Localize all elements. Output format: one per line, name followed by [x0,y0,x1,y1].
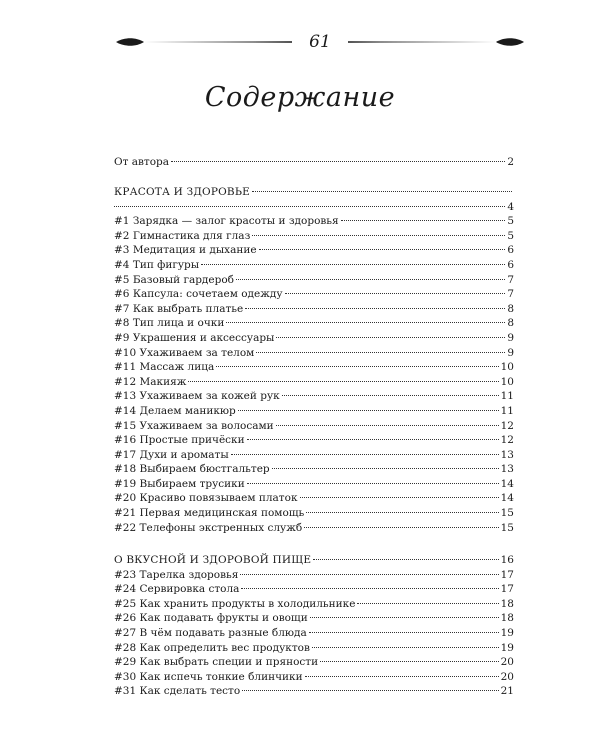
section-heading-page: 16 [500,554,514,566]
toc-entry[interactable] [114,670,514,685]
dot-leader [188,381,498,382]
toc-entry[interactable] [114,331,514,346]
toc-entry[interactable] [114,448,514,463]
toc-entry-page: 7 [507,273,514,286]
dot-leader [252,191,512,192]
toc-entry[interactable] [114,273,514,288]
dot-leader [256,352,505,353]
toc-entry[interactable] [114,243,514,258]
toc-entry-label: #6 Капсула: сочетаем одежду [114,288,283,301]
page-number: 61 [309,32,331,52]
toc-entry-label: #15 Ухаживаем за волосами [114,419,274,432]
toc-entry[interactable] [114,462,514,477]
toc-entry-label: #24 Сервировка стола [114,583,240,596]
toc-entry[interactable] [114,316,514,331]
toc-entry-page: 5 [507,215,514,228]
toc-entry-label: #10 Ухаживаем за телом [114,346,255,359]
dot-leader [247,483,499,484]
toc-entry[interactable] [114,155,514,170]
toc-entry[interactable] [114,521,514,536]
page-header [114,30,526,54]
toc-entry[interactable] [114,346,514,361]
toc-entry[interactable] [114,626,514,641]
section-heading-label: КРАСОТА И ЗДОРОВЬЕ [114,186,250,198]
section-items [114,568,514,699]
toc-entry-page: 13 [500,448,514,461]
toc-entry-page: 5 [507,229,514,242]
section-heading-label: О ВКУСНОЙ И ЗДОРОВОЙ ПИЩЕ [114,554,312,566]
dot-leader [171,161,505,162]
section-heading[interactable] [114,553,514,568]
page-title: Содержание [204,82,396,113]
dot-leader [272,468,499,469]
toc-entry-label: #8 Тип лица и очки [114,317,225,330]
toc-entry-label: От автора [114,156,170,168]
dot-leader [231,454,499,455]
toc-entry-label: #17 Духи и ароматы [114,448,229,461]
toc-entry-label: #25 Как хранить продукты в холодильнике [114,597,356,610]
toc-entry[interactable] [114,506,514,521]
dot-leader [313,559,498,560]
dot-leader [226,322,505,323]
toc-entry-label: #23 Тарелка здоровья [114,568,239,581]
dot-leader [309,632,499,633]
toc-entry[interactable] [114,389,514,404]
toc-entry[interactable] [114,419,514,434]
dot-leader [357,603,498,604]
dot-leader [238,410,499,411]
toc-entry-page: 9 [507,346,514,359]
toc-entry-page: 14 [500,477,514,490]
dot-leader [305,676,499,677]
toc-entry-label: #31 Как сделать тесто [114,685,241,698]
toc-entry-page: 10 [500,375,514,388]
toc-entry-label: #5 Базовый гардероб [114,273,234,286]
toc-entry-page: 11 [500,390,514,403]
toc-entry[interactable] [114,229,514,244]
toc-entry-label: #21 Первая медицинская помощь [114,507,305,520]
toc-entry-label: #26 Как подавать фрукты и овощи [114,612,308,625]
toc-entry-page: 15 [500,521,514,534]
toc-entry-label: #20 Красиво повязываем платок [114,492,298,505]
toc-entry-label: #28 Как определить вес продуктов [114,641,310,654]
section-heading-page-row [114,200,514,215]
toc-entry-label: #13 Ухаживаем за кожей рук [114,390,280,403]
toc-entry-page: 7 [507,288,514,301]
toc-entry-label: #11 Массаж лица [114,361,215,374]
dot-leader [247,439,499,440]
toc-section-beauty [114,185,514,535]
dot-leader [276,337,505,338]
toc-entry-page: 2 [507,156,514,168]
toc-entry[interactable] [114,611,514,626]
section-heading[interactable] [114,185,514,200]
toc-entry-page: 18 [500,612,514,625]
toc-entry-page: 10 [500,361,514,374]
dot-leader [306,512,498,513]
dot-leader [252,235,505,236]
toc-entry[interactable] [114,582,514,597]
toc-entry-label: #22 Телефоны экстренных служб [114,521,303,534]
dot-leader [114,206,505,207]
toc-entry-page: 6 [507,258,514,271]
toc-entry-label: #12 Макияж [114,375,187,388]
dot-leader [245,308,505,309]
dot-leader [310,617,499,618]
dot-leader [312,647,499,648]
toc-entry[interactable] [114,597,514,612]
toc-entry-label: #4 Тип фигуры [114,258,200,271]
toc-entry-page: 13 [500,463,514,476]
toc-entry-page: 12 [500,419,514,432]
dot-leader [304,527,498,528]
toc-entry-page: 12 [500,434,514,447]
toc-entry[interactable] [114,641,514,656]
toc-entry-page: 17 [500,583,514,596]
toc-entry-label: #16 Простые причёски [114,434,245,447]
dot-leader [242,690,498,691]
toc-entry-page: 20 [500,670,514,683]
toc-entry-page: 8 [507,302,514,315]
dot-leader [241,588,498,589]
toc-entry[interactable] [114,360,514,375]
dot-leader [285,293,506,294]
toc-entry-label: #2 Гимнастика для глаз [114,229,251,242]
toc-entry[interactable] [114,287,514,302]
toc-entry[interactable] [114,404,514,419]
toc-entry[interactable] [114,477,514,492]
toc-entry-label: #18 Выбираем бюстгальтер [114,463,270,476]
section-heading-page: 4 [507,200,514,213]
dot-leader [282,395,499,396]
toc-entry[interactable] [114,258,514,273]
toc-entry-page: 8 [507,317,514,330]
dot-leader [216,366,498,367]
section-items [114,214,514,535]
toc-entry-page: 18 [500,597,514,610]
toc-entry-page: 6 [507,244,514,257]
toc-entry[interactable] [114,568,514,583]
toc-entry[interactable] [114,433,514,448]
dot-leader [259,249,506,250]
dot-leader [341,220,506,221]
toc-entry[interactable] [114,302,514,317]
toc-entry-page: 20 [500,656,514,669]
toc-entry[interactable] [114,655,514,670]
toc-entry-label: #1 Зарядка — залог красоты и здоровья [114,215,339,228]
toc-entry[interactable] [114,214,514,229]
toc-entry-page: 9 [507,331,514,344]
toc-entry-page: 17 [500,568,514,581]
toc-entry-label: #3 Медитация и дыхание [114,244,257,257]
dot-leader [276,425,499,426]
toc-entry-page: 15 [500,507,514,520]
dot-leader [320,661,499,662]
toc-entry-label: #9 Украшения и аксессуары [114,331,275,344]
toc-entry-page: 21 [500,685,514,698]
dot-leader [240,574,498,575]
toc-entry-label: #29 Как выбрать специи и пряности [114,656,319,669]
toc-entry-page: 19 [500,626,514,639]
toc-entry[interactable] [114,375,514,390]
toc-entry-label: #19 Выбираем трусики [114,477,245,490]
toc-entry-page: 11 [500,404,514,417]
toc-entry-page: 19 [500,641,514,654]
toc-entry-label: #27 В чём подавать разные блюда [114,626,307,639]
dot-leader [300,497,499,498]
toc-entry[interactable] [114,491,514,506]
dot-leader [201,264,505,265]
toc-entry-label: #30 Как испечь тонкие блинчики [114,670,303,683]
toc-entry[interactable] [114,684,514,699]
toc-entry-page: 14 [500,492,514,505]
toc-section-food [114,553,514,699]
toc-entry-label: #14 Делаем маникюр [114,404,236,417]
toc-author [114,155,514,170]
toc-entry-label: #7 Как выбрать платье [114,302,244,315]
dot-leader [236,279,505,280]
